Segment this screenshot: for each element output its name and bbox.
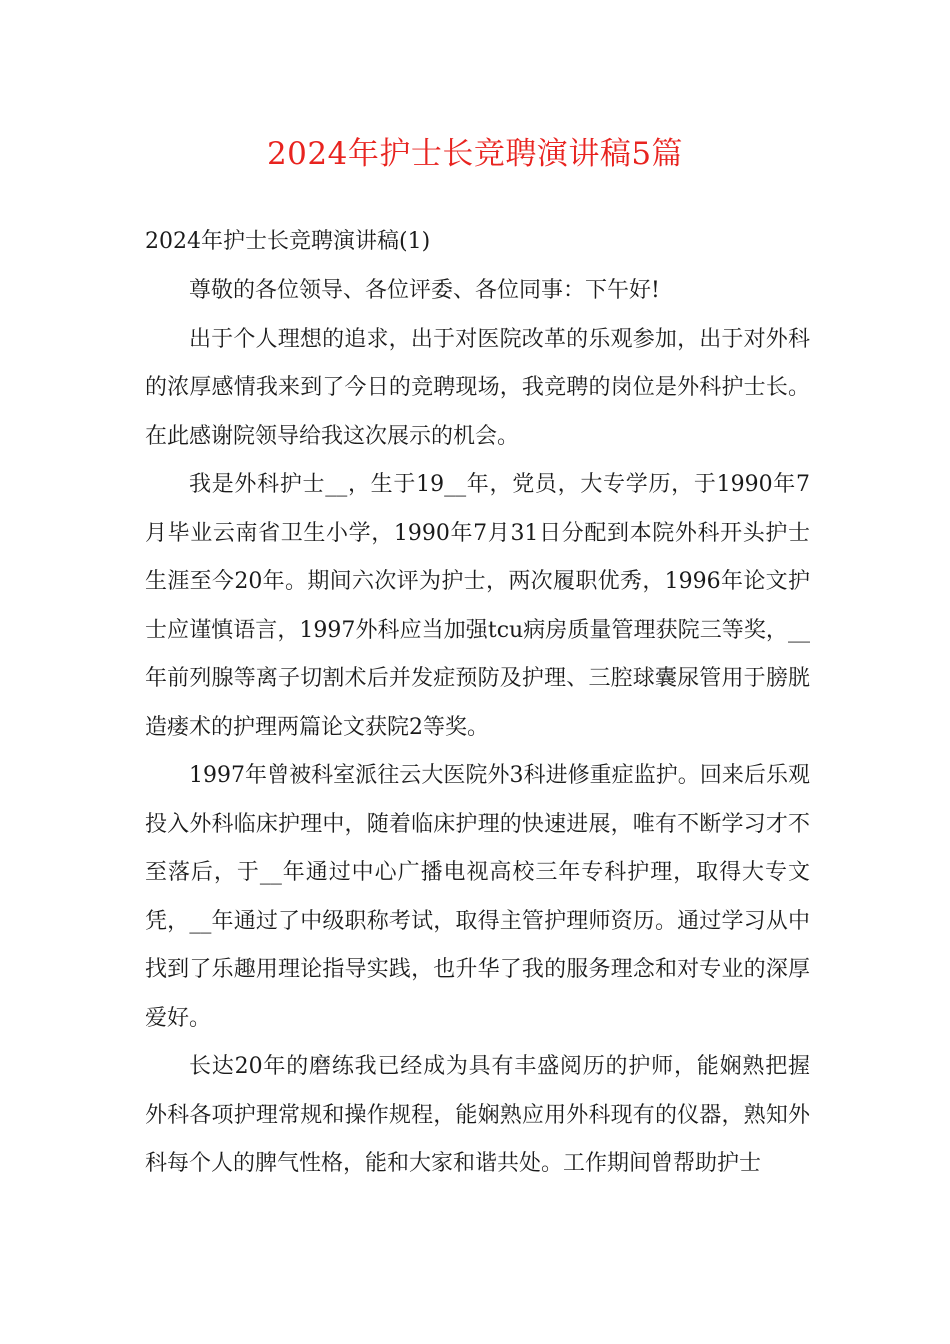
document-body: [145, 222, 810, 1189]
paragraph-greeting: 尊敬的各位领导、各位评委、各位同事：下午好!: [189, 278, 660, 303]
paragraph-experience: 长达20年的磨练我已经成为具有丰盛阅历的护师，能娴熟把握外科各项护理常规和操作规程，能娴熟应用外科现有的仪器，熟知外科每个人的脾气性格，能和大家和谐共处。工作期间曾帮助护士: [145, 1054, 810, 1176]
document-title: 2024年护士长竞聘演讲稿5篇: [266, 136, 684, 172]
section-heading: 2024年护士长竞聘演讲稿(1): [145, 229, 431, 254]
paragraph-motivation: 出于个人理想的追求，出于对医院改革的乐观参加，出于对外科的浓厚感情我来到了今日的竞聘现场，我竞聘的岗位是外科护士长。在此感谢院领导给我这次展示的机会。: [145, 326, 810, 449]
paragraph-training: 1997年曾被科室派往云大医院外3科进修重症监护。回来后乐观投入外科临床护理中，随着临床护理的快速进展，唯有不断学习才不至落后，于__年通过中心广播电视高校三年专科护理，取得大专文凭，__年通过了中级职称考试，取得主管护理师资历。通过学习从中找到了乐趣用理论指导实践，也升华了我的服务理念和对专业的深厚爱好。: [145, 763, 810, 1031]
paragraph-background: 我是外科护士__，生于19__年，党员，大专学历，于1990年7月毕业云南省卫生小学，1990年7月31日分配到本院外科开头护士生涯至今20年。期间六次评为护士，两次履职优秀，1996年论文护士应谨慎语言，1997外科应当加强tcu病房质量管理获院三等奖，__年前列腺等离子切割术后并发症预防及护理、三腔球囊尿管用于膀胱造瘘术的护理两篇论文获院2等奖。: [145, 472, 810, 740]
